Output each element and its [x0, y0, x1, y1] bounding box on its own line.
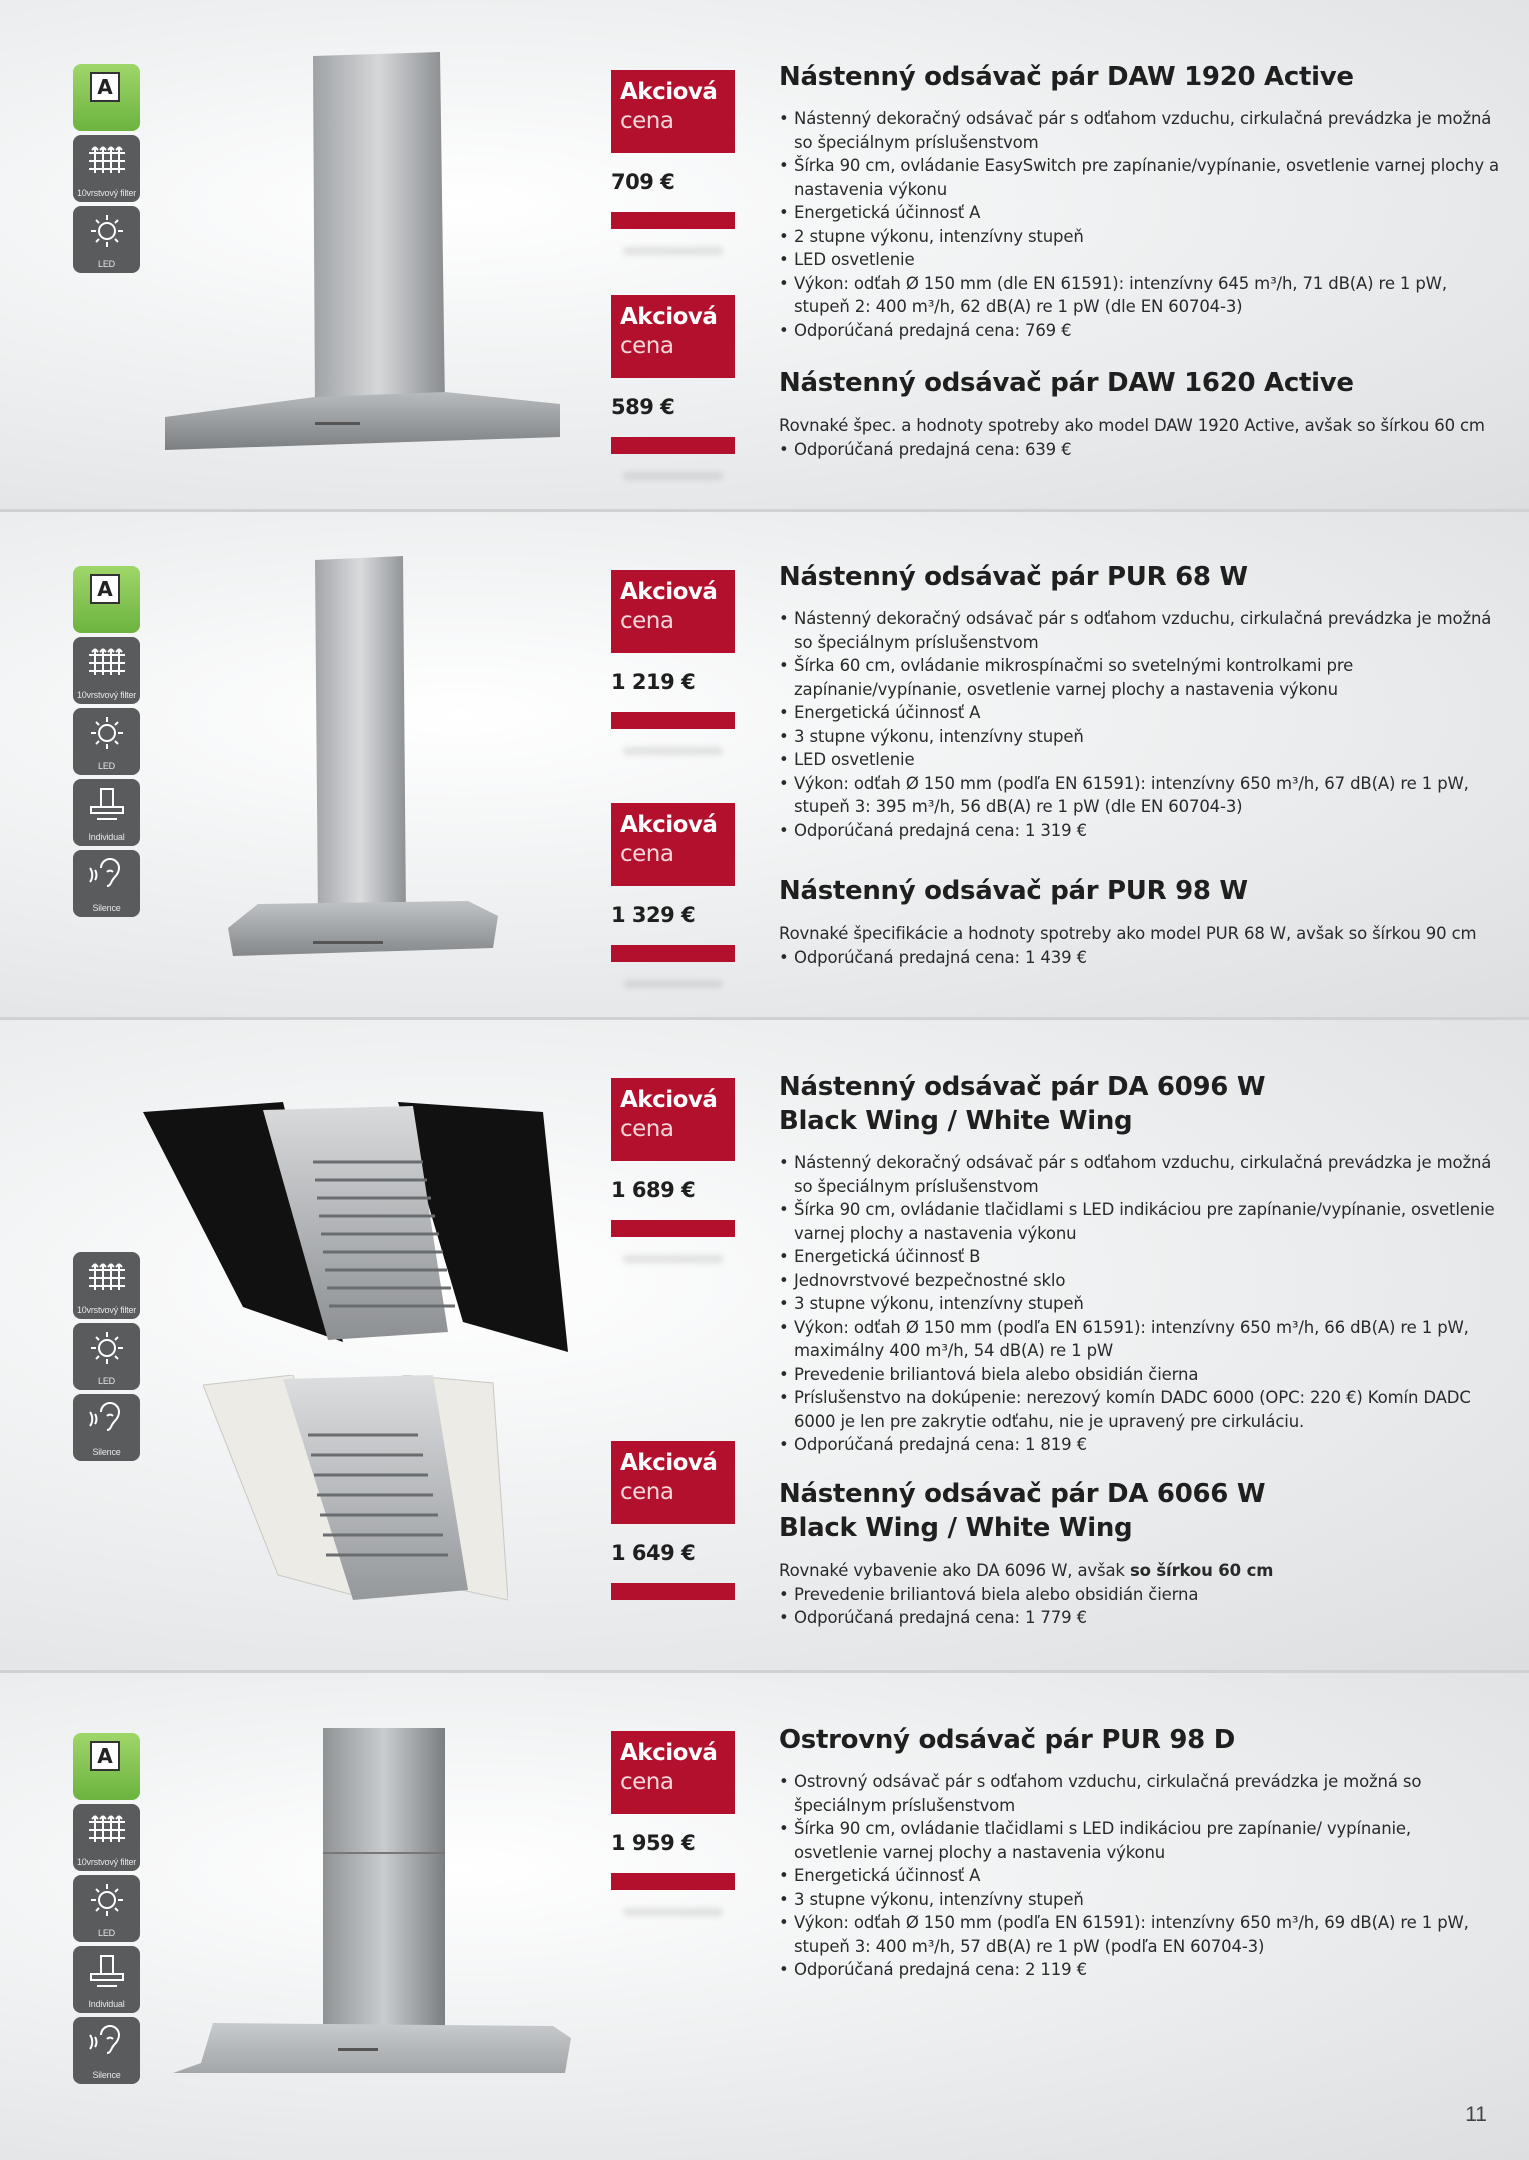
individual-label: Individual — [88, 832, 125, 842]
spec-item: • Ostrovný odsávač pár s odťahom vzduchu, cirkulačná prevádzka je možná so špeciálnym príslušenstvom — [779, 1770, 1499, 1817]
price-value: 1 219 € — [611, 670, 696, 694]
product-text-daw1920 — [779, 60, 1499, 342]
led-label: LED — [98, 1376, 115, 1386]
spec-item: • Výkon: odťah Ø 150 mm (podľa EN 61591): intenzívny 650 m³/h, 66 dB(A) re 1 pW, maximálny 400 m³/h, 54 dB(A) re 1 pW — [779, 1316, 1499, 1363]
filter-label: 10vrstvový filter — [76, 690, 137, 700]
silence-label: Silence — [92, 903, 121, 913]
spec-item: • Energetická účinnosť A — [779, 201, 1499, 225]
product-text-pur68w — [779, 560, 1499, 842]
hood-daw-image — [165, 52, 560, 452]
promo-label: Akciová cena — [611, 1441, 735, 1524]
feature-icons — [73, 1733, 140, 2088]
spec-item: • Odporúčaná predajná cena: 639 € — [779, 438, 1499, 462]
spec-item: • 3 stupne výkonu, intenzívny stupeň — [779, 725, 1499, 749]
price-badge-pur68w — [611, 570, 735, 755]
feature-icons — [73, 1252, 140, 1465]
silence-label: Silence — [92, 2070, 121, 2080]
section-pur-w — [0, 512, 1529, 1017]
spec-item: • Energetická účinnosť A — [779, 1864, 1499, 1888]
individual-icon — [73, 779, 140, 846]
energy-class-icon: A — [73, 566, 140, 633]
price-badge-daw1620 — [611, 295, 735, 480]
spec-item: • Šírka 90 cm, ovládanie tlačidlami s LED indikáciou pre zapínanie/ vypínanie, osvetlenie varnej plochy a nastavenia výkonu — [779, 1817, 1499, 1864]
spec-item: • 3 stupne výkonu, intenzívny stupeň — [779, 1888, 1499, 1912]
spec-list — [779, 1770, 1499, 1982]
led-icon — [73, 1323, 140, 1390]
spec-list — [779, 946, 1499, 970]
product-text-pur98d — [779, 1723, 1499, 1982]
led-label: LED — [98, 1928, 115, 1938]
price-value: 1 329 € — [611, 903, 696, 927]
price-bar — [611, 712, 735, 729]
spec-item: • Šírka 60 cm, ovládanie mikrospínačmi so svetelnými kontrolkami pre zapínanie/vypínanie, osvetlenie varnej plochy a nastavenia výkonu — [779, 654, 1499, 701]
spec-item: • Energetická účinnosť A — [779, 701, 1499, 725]
product-title: Nástenný odsávač pár PUR 68 W — [779, 562, 1248, 592]
product-title: Nástenný odsávač pár DAW 1920 Active — [779, 62, 1354, 92]
silence-icon — [73, 2017, 140, 2084]
product-subtitle: Black Wing / White Wing — [779, 1513, 1133, 1543]
led-icon — [73, 708, 140, 775]
product-title: Nástenný odsávač pár DAW 1620 Active — [779, 368, 1354, 398]
product-subtitle: Black Wing / White Wing — [779, 1106, 1133, 1136]
price-bar — [611, 1873, 735, 1890]
page-number: 11 — [1465, 2103, 1487, 2126]
spec-list — [779, 438, 1499, 462]
spec-item: • Odporúčaná predajná cena: 1 779 € — [779, 1606, 1499, 1630]
promo-label: Akciová cena — [611, 570, 735, 653]
spec-list — [779, 1151, 1499, 1457]
spec-item: • Príslušenstvo na dokúpenie: nerezový komín DADC 6000 (OPC: 220 €) Komín DADC 6000 je len pre zakrytie odťahu, nie je upravený pre cirkuláciu. — [779, 1386, 1499, 1433]
spec-item: • Odporúčaná predajná cena: 1 819 € — [779, 1433, 1499, 1457]
spec-item: • Energetická účinnosť B — [779, 1245, 1499, 1269]
spec-item: • Prevedenie briliantová biela alebo obsidián čierna — [779, 1583, 1499, 1607]
energy-class-icon: A — [73, 1733, 140, 1800]
spec-item: • LED osvetlenie — [779, 748, 1499, 772]
price-badge-daw1920 — [611, 70, 735, 255]
silence-label: Silence — [92, 1447, 121, 1457]
price-badge-da6096w — [611, 1078, 735, 1263]
filter-icon — [73, 1252, 140, 1319]
filter-icon — [73, 135, 140, 202]
product-title: Nástenný odsávač pár DA 6066 W — [779, 1479, 1266, 1509]
product-text-da6096w — [779, 1070, 1499, 1457]
spec-item: • Šírka 90 cm, ovládanie tlačidlami s LED indikáciou pre zapínanie/vypínanie, osvetlenie varnej plochy a nastavenia výkonu — [779, 1198, 1499, 1245]
spec-item: • Výkon: odťah Ø 150 mm (podľa EN 61591): intenzívny 650 m³/h, 67 dB(A) re 1 pW, stupeň 3: 395 m³/h, 56 dB(A) re 1 pW (dle EN 60704-3) — [779, 772, 1499, 819]
section-daw — [0, 0, 1529, 509]
price-bar — [611, 212, 735, 229]
spec-item: • LED osvetlenie — [779, 248, 1499, 272]
promo-label: Akciová cena — [611, 295, 735, 378]
feature-icons — [73, 566, 140, 921]
filter-label: 10vrstvový filter — [76, 188, 137, 198]
hood-white-wing-image — [203, 1375, 508, 1605]
silence-icon — [73, 850, 140, 917]
price-value: 709 € — [611, 170, 675, 194]
promo-label: Akciová cena — [611, 1078, 735, 1161]
price-badge-pur98w — [611, 803, 735, 988]
promo-label: Akciová cena — [611, 1731, 735, 1814]
hood-pur-w-image — [228, 556, 498, 966]
product-intro: Rovnaké špec. a hodnoty spotreby ako model DAW 1920 Active, avšak so šírkou 60 cm — [779, 416, 1485, 435]
section-pur-d — [0, 1673, 1529, 2160]
spec-item: • 3 stupne výkonu, intenzívny stupeň — [779, 1292, 1499, 1316]
led-icon — [73, 206, 140, 273]
price-bar — [611, 945, 735, 962]
product-text-pur98w — [779, 874, 1499, 969]
hood-pur-d-image — [173, 1728, 573, 2128]
price-bar — [611, 437, 735, 454]
price-badge-pur98d — [611, 1731, 735, 1916]
promo-label: Akciová cena — [611, 70, 735, 153]
price-value: 1 959 € — [611, 1831, 696, 1855]
spec-item: • Výkon: odťah Ø 150 mm (dle EN 61591): intenzívny 645 m³/h, 71 dB(A) re 1 pW, stupeň 2: 400 m³/h, 62 dB(A) re 1 pW (dle EN 60704-3) — [779, 272, 1499, 319]
feature-icons — [73, 64, 140, 277]
price-value: 589 € — [611, 395, 675, 419]
price-badge-da6066w — [611, 1441, 735, 1600]
promo-label: Akciová cena — [611, 803, 735, 886]
price-bar — [611, 1583, 735, 1600]
spec-list — [779, 607, 1499, 842]
product-intro: Rovnaké špecifikácie a hodnoty spotreby ako model PUR 68 W, avšak so šírkou 90 cm — [779, 924, 1477, 943]
spec-item: • Odporúčaná predajná cena: 1 319 € — [779, 819, 1499, 843]
price-value: 1 689 € — [611, 1178, 696, 1202]
price-bar — [611, 1220, 735, 1237]
spec-item: • Nástenný dekoračný odsávač pár s odťahom vzduchu, cirkulačná prevádzka je možná so špeciálnym príslušenstvom — [779, 607, 1499, 654]
hood-black-wing-image — [143, 1102, 568, 1352]
spec-item: • Jednovrstvové bezpečnostné sklo — [779, 1269, 1499, 1293]
spec-item: • 2 stupne výkonu, intenzívny stupeň — [779, 225, 1499, 249]
product-title: Ostrovný odsávač pár PUR 98 D — [779, 1725, 1235, 1755]
spec-item: • Odporúčaná predajná cena: 1 439 € — [779, 946, 1499, 970]
led-icon — [73, 1875, 140, 1942]
section-da-wing — [0, 1020, 1529, 1670]
product-title: Nástenný odsávač pár DA 6096 W — [779, 1072, 1266, 1102]
spec-list — [779, 107, 1499, 342]
product-text-da6066w — [779, 1477, 1499, 1630]
spec-list — [779, 1583, 1499, 1630]
product-title: Nástenný odsávač pár PUR 98 W — [779, 876, 1248, 906]
individual-label: Individual — [88, 1999, 125, 2009]
led-label: LED — [98, 761, 115, 771]
product-text-daw1620 — [779, 366, 1499, 461]
spec-item: • Prevedenie briliantová biela alebo obsidián čierna — [779, 1363, 1499, 1387]
spec-item: • Nástenný dekoračný odsávač pár s odťahom vzduchu, cirkulačná prevádzka je možná so špeciálnym príslušenstvom — [779, 1151, 1499, 1198]
spec-item: • Výkon: odťah Ø 150 mm (podľa EN 61591): intenzívny 650 m³/h, 69 dB(A) re 1 pW, stupeň 3: 400 m³/h, 57 dB(A) re 1 pW (podľa EN 60704-3) — [779, 1911, 1499, 1958]
individual-icon — [73, 1946, 140, 2013]
energy-class-icon: A — [73, 64, 140, 131]
product-intro: Rovnaké vybavenie ako DA 6096 W, avšak so šírkou 60 cm — [779, 1561, 1274, 1580]
filter-label: 10vrstvový filter — [76, 1305, 137, 1315]
filter-label: 10vrstvový filter — [76, 1857, 137, 1867]
filter-icon — [73, 637, 140, 704]
spec-item: • Odporúčaná predajná cena: 2 119 € — [779, 1958, 1499, 1982]
spec-item: • Odporúčaná predajná cena: 769 € — [779, 319, 1499, 343]
spec-item: • Šírka 90 cm, ovládanie EasySwitch pre zapínanie/vypínanie, osvetlenie varnej plochy a nastavenia výkonu — [779, 154, 1499, 201]
led-label: LED — [98, 259, 115, 269]
spec-item: • Nástenný dekoračný odsávač pár s odťahom vzduchu, cirkulačná prevádzka je možná so špeciálnym príslušenstvom — [779, 107, 1499, 154]
filter-icon — [73, 1804, 140, 1871]
silence-icon — [73, 1394, 140, 1461]
price-value: 1 649 € — [611, 1541, 696, 1565]
